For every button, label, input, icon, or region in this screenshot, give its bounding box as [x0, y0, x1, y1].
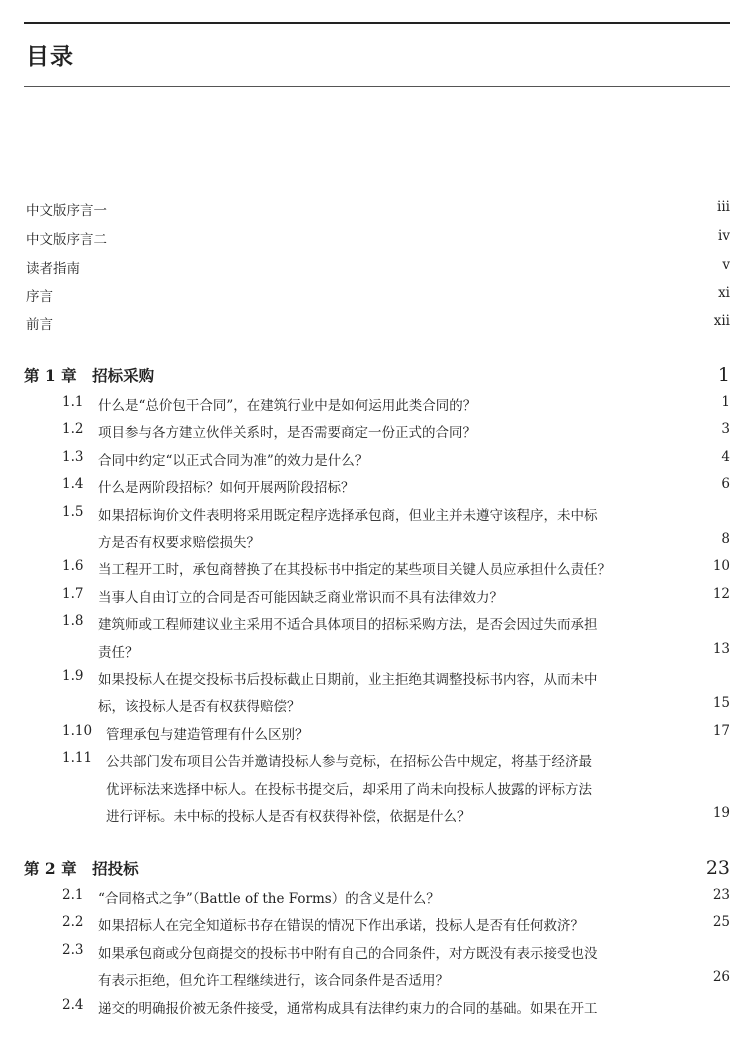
page-number: iv — [718, 228, 730, 244]
section-number: 1.11 — [62, 750, 93, 767]
page-number: 23 — [712, 887, 730, 903]
section-number: 2.2 — [62, 914, 84, 931]
section-title[interactable]: 如果招标人在完全知道标书存在错误的情况下作出承诺，投标人是否有任何救济？ — [98, 918, 584, 935]
section-title[interactable]: 如果承包商或分包商提交的投标书中附有自己的合同条件，对方既没有表示接受也没 — [98, 945, 598, 962]
section-title[interactable]: 有表示拒绝，但允许工程继续进行，该合同条件是否适用？ — [98, 973, 449, 990]
section-title[interactable]: 标，该投标人是否有权获得赔偿？ — [98, 699, 301, 716]
page-number: 15 — [712, 695, 730, 712]
section-number: 1.2 — [62, 421, 84, 438]
section-title[interactable]: 什么是“总价包干合同”，在建筑行业中是如何运用此类合同的？ — [98, 398, 477, 414]
page-number: 10 — [712, 558, 730, 575]
section-title[interactable]: 进行评标。未中标的投标人是否有权获得补偿，依据是什么？ — [106, 809, 471, 825]
page-number: 3 — [721, 421, 730, 438]
page-title: 目录 — [26, 44, 74, 70]
page-number: v — [722, 257, 730, 273]
section-title[interactable]: 合同中约定“以正式合同为准”的效力是什么？ — [98, 452, 369, 469]
section-title[interactable]: 管理承包与建造管理有什么区别？ — [106, 726, 309, 743]
page-number: xii — [713, 313, 730, 329]
section-number: 1.10 — [62, 722, 93, 739]
section-number: 1.3 — [62, 448, 84, 465]
section-number: 1.6 — [62, 558, 84, 575]
section-number: 2.3 — [62, 941, 84, 958]
section-number: 1.7 — [62, 585, 84, 602]
page-number: 13 — [712, 640, 730, 657]
top-rule — [24, 22, 730, 24]
section-number: 1.5 — [62, 503, 84, 520]
entry-title[interactable]: 中文版序言一 — [26, 203, 107, 219]
page-number: 8 — [721, 531, 730, 547]
page-number: 1 — [721, 394, 730, 410]
section-number: 1.8 — [62, 613, 84, 630]
section-number: 2.1 — [62, 887, 84, 903]
section-title[interactable]: 如果招标询价文件表明将采用既定程序选择承包商，但业主并未遵守该程序，未中标 — [98, 507, 598, 524]
section-title[interactable]: 递交的明确报价被无条件接受，通常构成具有法律约束力的合同的基础。如果在开工 — [98, 1000, 598, 1017]
page-number: 4 — [721, 448, 730, 465]
entry-title[interactable]: 前言 — [26, 317, 53, 333]
page-number: 25 — [712, 914, 730, 931]
chapter-page-number: 1 — [717, 364, 730, 386]
chapter-title[interactable]: 第 1 章 招标采购 — [24, 366, 155, 385]
title-underline — [24, 86, 730, 87]
section-title[interactable]: 当工程开工时，承包商替换了在其投标书中指定的某些项目关键人员应承担什么责任？ — [98, 562, 611, 579]
section-number: 1.9 — [62, 668, 84, 684]
section-title[interactable]: 如果投标人在提交投标书后投标截止日期前，业主拒绝其调整投标书内容，从而未中 — [98, 672, 598, 688]
page-number: 12 — [712, 585, 730, 602]
page-number: 19 — [712, 805, 730, 821]
chapter-page-number: 23 — [705, 857, 730, 879]
section-number: 1.4 — [62, 476, 84, 493]
entry-title[interactable]: 读者指南 — [26, 261, 80, 277]
section-title[interactable]: 优评标法来选择中标人。在投标书提交后，却采用了尚未向投标人披露的评标方法 — [106, 781, 592, 798]
entry-title[interactable]: 中文版序言二 — [26, 232, 107, 248]
page-number: 6 — [721, 476, 730, 493]
section-number: 2.4 — [62, 996, 84, 1013]
page-number: iii — [717, 199, 730, 215]
entry-title[interactable]: 序言 — [26, 289, 53, 305]
section-title[interactable]: 责任？ — [98, 644, 139, 661]
page-number: xi — [718, 285, 730, 301]
section-title[interactable]: “合同格式之争”（Battle of the Forms）的含义是什么？ — [98, 891, 440, 907]
section-title[interactable]: 公共部门发布项目公告并邀请投标人参与竞标，在招标公告中规定，将基于经济最 — [106, 754, 592, 771]
section-number: 1.1 — [62, 394, 84, 410]
section-title[interactable]: 什么是两阶段招标？如何开展两阶段招标？ — [98, 480, 355, 497]
page-number: 26 — [712, 969, 730, 986]
section-title[interactable]: 方是否有权要求赔偿损失？ — [98, 535, 260, 551]
section-title[interactable]: 当事人自由订立的合同是否可能因缺乏商业常识而不具有法律效力？ — [98, 589, 503, 606]
chapter-title[interactable]: 第 2 章 招投标 — [24, 859, 139, 878]
section-title[interactable]: 建筑师或工程师建议业主采用不适合具体项目的招标采购方法，是否会因过失而承担 — [98, 617, 598, 634]
section-title[interactable]: 项目参与各方建立伙伴关系时，是否需要商定一份正式的合同？ — [98, 425, 476, 442]
page-number: 17 — [712, 722, 730, 739]
